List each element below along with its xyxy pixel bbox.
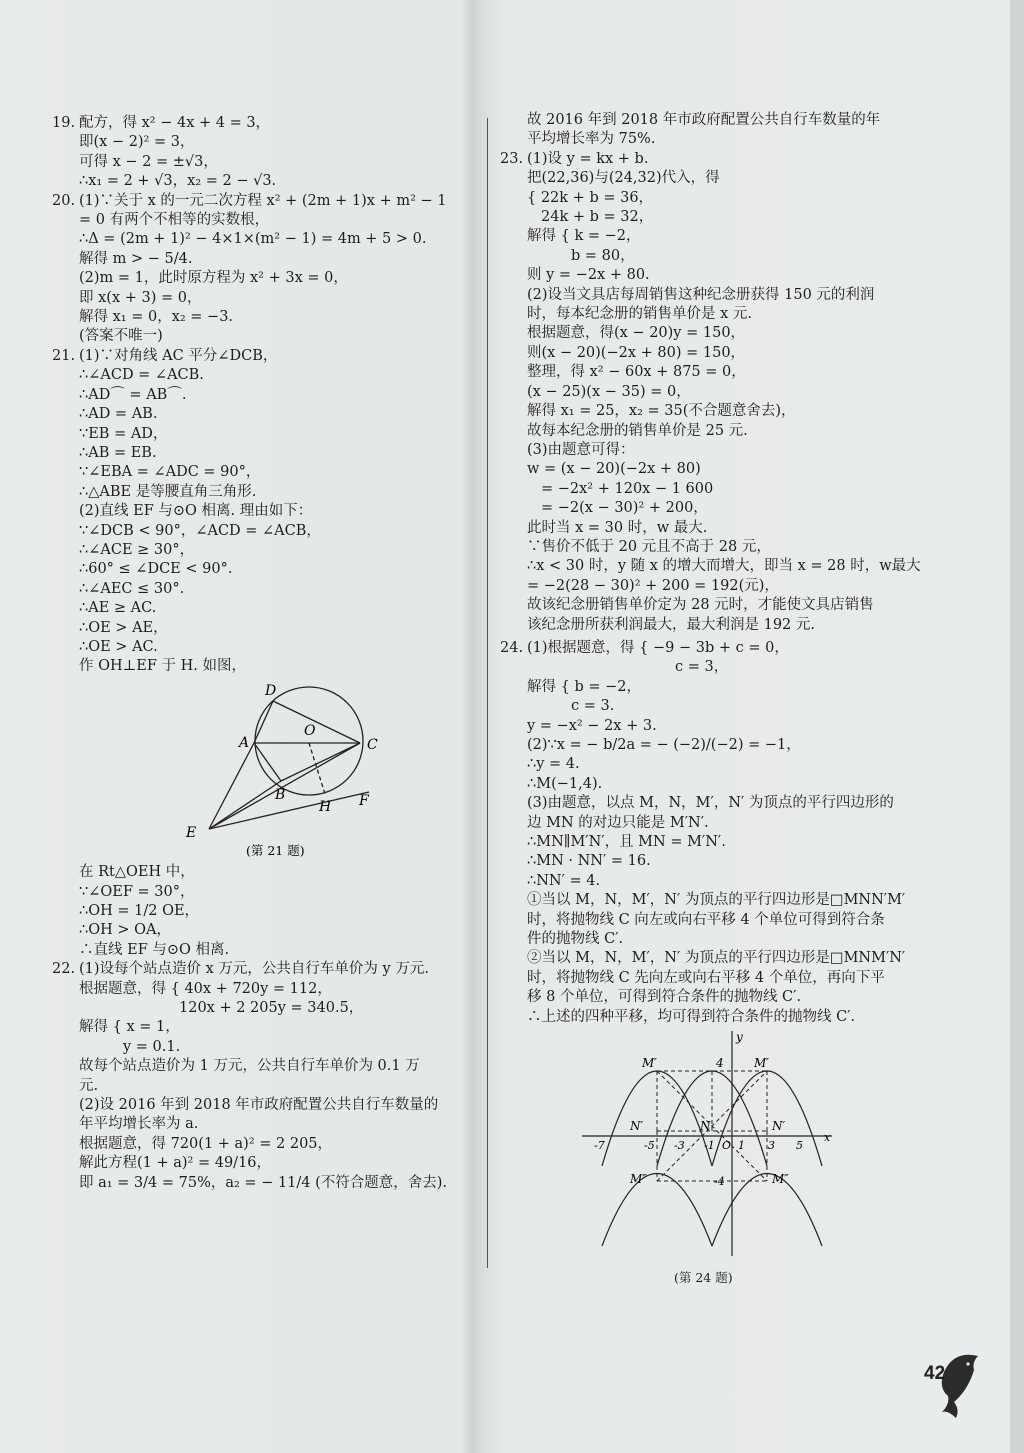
tick-label: 5 xyxy=(796,1139,803,1153)
figure-caption: (第 24 题) xyxy=(674,1269,733,1285)
answer-line: 解得 { b = −2， xyxy=(527,678,641,695)
answer-line: (x − 25)(x − 35) = 0， xyxy=(527,383,691,400)
answer-line: (1)根据题意，得 { −9 − 3b + c = 0， xyxy=(527,639,789,656)
answer-line: ∵∠EBA = ∠ADC = 90°， xyxy=(79,464,261,481)
tick-label: -3 xyxy=(674,1139,685,1153)
answer-line: 根据题意，得 { 40x + 720y = 112， xyxy=(79,980,332,997)
answer-line: 作 OH⊥EF 于 H. 如图， xyxy=(79,658,247,675)
point-label: C xyxy=(367,736,378,753)
answer-line: ∴x < 30 时，y 随 x 的增大而增大，即当 x = 28 时，w最大 xyxy=(527,558,921,575)
answer-line: (1)∵对角线 AC 平分∠DCB， xyxy=(79,347,278,364)
answer-line: (3)由题意，以点 M，N，M′，N′ 为顶点的平行四边形的 xyxy=(527,795,894,812)
answer-line: 时，每本纪念册的销售单价是 x 元. xyxy=(527,306,753,323)
point-label: N xyxy=(700,1119,711,1134)
parabola-graph xyxy=(582,1031,842,1261)
answer-line: ∴y = 4. xyxy=(527,756,580,773)
answer-line: 此时当 x = 30 时，w 最大. xyxy=(527,519,708,536)
answer-line: 时，将抛物线 C 向左或向右平移 4 个单位可得到符合条 xyxy=(527,911,885,928)
point-label: O xyxy=(304,722,316,739)
answer-line: 根据题意，得(x − 20)y = 150， xyxy=(527,325,746,342)
answer-line: ∴△ABE 是等腰直角三角形. xyxy=(79,483,257,500)
origin-label: O xyxy=(722,1139,732,1153)
answer-line: ∴MN∥M′N′，且 MN = M′N′. xyxy=(527,834,726,851)
answer-line: ∴∠AEC ≤ 30°. xyxy=(79,580,185,597)
answer-line: 故该纪念册销售单价定为 28 元时，才能使文具店销售 xyxy=(527,597,874,614)
tick-label: 1 xyxy=(738,1139,745,1153)
question-number: 21. xyxy=(52,347,76,364)
answer-line: (2)直线 EF 与⊙O 相离. 理由如下： xyxy=(79,503,313,520)
answer-line: 即 a₁ = 3/4 = 75%，a₂ = − 11/4 (不符合题意，舍去). xyxy=(79,1174,448,1191)
answer-line: ②当以 M，N，M′，N′ 为顶点的平行四边形是□MNM′N′ xyxy=(527,950,906,967)
answer-line: ∵EB = AD， xyxy=(79,425,168,442)
answer-line: ∴AB = EB. xyxy=(79,444,157,461)
point-label: M″ xyxy=(772,1172,789,1187)
point-label: M′ xyxy=(642,1056,658,1071)
answer-line: 年平均增长率为 a. xyxy=(79,1116,199,1133)
answer-line: 可得 x − 2 = ±√3， xyxy=(79,153,218,170)
answer-line: ∴M(−1,4). xyxy=(527,775,603,792)
answer-line: ∴AD⌒ = AB⌒. xyxy=(79,386,187,403)
answer-line: b = 80， xyxy=(571,247,635,264)
answer-line: (答案不唯一) xyxy=(79,328,163,345)
question-number: 19. xyxy=(52,115,76,131)
answer-line: ∴OE > AE， xyxy=(79,619,168,636)
answer-line: ∴Δ = (2m + 1)² − 4×1×(m² − 1) = 4m + 5 > 0. xyxy=(79,231,427,248)
answer-line: ∵∠OEF = 30°， xyxy=(79,883,195,900)
answer-line: 故每个站点造价为 1 万元，公共自行车单价为 0.1 万 xyxy=(79,1058,420,1075)
answer-line: (2)设 2016 年到 2018 年市政府配置公共自行车数量的 xyxy=(79,1097,439,1114)
point-label: D xyxy=(265,682,277,699)
answer-line: 解得 { k = −2， xyxy=(527,228,641,245)
answer-line: ∴OE > AC. xyxy=(79,638,158,655)
answer-line: (2)∵x = − b/2a = − (−2)/(−2) = −1， xyxy=(527,737,801,753)
answer-line: 解此方程(1 + a)² = 49/16， xyxy=(79,1155,272,1172)
answer-line: w = (x − 20)(−2x + 80) xyxy=(527,461,701,478)
question-number: 23. xyxy=(500,150,524,167)
answer-line: ∴60° ≤ ∠DCE < 90°. xyxy=(79,561,233,578)
axis-label: x xyxy=(824,1131,831,1145)
answer-line: (1)设每个站点造价 x 万元，公共自行车单价为 y 万元. xyxy=(79,961,429,978)
answer-line: 时，将抛物线 C 先向左或向右平移 4 个单位，再向下平 xyxy=(527,969,885,986)
answer-line: 解得 m > − 5/4. xyxy=(79,250,193,267)
geometry-diagram xyxy=(79,677,399,857)
answer-line: ∴AD = AB. xyxy=(79,406,158,423)
point-label: E xyxy=(186,824,197,841)
page-number: 42 xyxy=(924,1363,946,1384)
answer-line: 故 2016 年到 2018 年市政府配置公共自行车数量的年 xyxy=(527,112,881,128)
point-label: F xyxy=(359,792,369,809)
point-label: M″ xyxy=(630,1172,647,1187)
answer-line: (2)m = 1，此时原方程为 x² + 3x = 0， xyxy=(79,270,348,287)
answer-line: 解得 x₁ = 0，x₂ = −3. xyxy=(79,309,234,326)
answer-line: ①当以 M，N，M′，N′ 为顶点的平行四边形是□MNN′M′ xyxy=(527,892,906,909)
answer-line: ∴∠ACE ≥ 30°， xyxy=(79,541,195,558)
question-24 xyxy=(500,639,940,1027)
page-edge xyxy=(1010,0,1024,1453)
answer-line: 则 y = −2x + 80. xyxy=(527,267,650,284)
question-number: 24. xyxy=(500,639,524,656)
question-20 xyxy=(52,192,482,347)
tick-label: -1 xyxy=(704,1139,715,1153)
axis-label: y xyxy=(736,1031,743,1045)
answer-line: ∴MN · NN′ = 16. xyxy=(527,853,651,870)
question-23 xyxy=(500,150,940,635)
answer-line: 整理，得 x² − 60x + 875 = 0， xyxy=(527,364,746,381)
answer-line: 120x + 2 205y = 340.5， xyxy=(179,1000,364,1017)
figure-24 xyxy=(582,1031,940,1287)
left-column xyxy=(52,114,482,1193)
point-label: A xyxy=(239,734,250,751)
question-21 xyxy=(52,347,482,960)
answer-line: = −2(28 − 30)² + 200 = 192(元)， xyxy=(527,577,779,594)
question-19 xyxy=(52,114,482,192)
answer-line: 件的抛物线 C′. xyxy=(527,931,624,948)
tick-label: 3 xyxy=(768,1139,775,1153)
answer-line: 解得 { x = 1， xyxy=(79,1019,180,1036)
question-22 xyxy=(52,960,482,1193)
answer-line: c = 3， xyxy=(675,659,729,676)
answer-line: (1)设 y = kx + b. xyxy=(527,150,649,167)
tick-label: -4 xyxy=(714,1175,725,1189)
answer-line: ∴x₁ = 2 + √3，x₂ = 2 − √3. xyxy=(79,173,277,190)
answer-line: 配方，得 x² − 4x + 4 = 3， xyxy=(79,115,271,131)
answer-line: ∴NN′ = 4. xyxy=(527,872,601,889)
answer-line: ∴∠ACD = ∠ACB. xyxy=(79,367,204,384)
figure-caption: (第 21 题) xyxy=(246,842,305,857)
answer-line: ∵∠DCB < 90°，∠ACD = ∠ACB， xyxy=(79,522,321,539)
answer-line: = 0 有两个不相等的实数根， xyxy=(79,212,270,229)
answer-line: 则(x − 20)(−2x + 80) = 150， xyxy=(527,344,746,361)
answer-line: 即 x(x + 3) = 0， xyxy=(79,289,202,306)
point-label: N′ xyxy=(772,1119,786,1134)
answer-line: (2)设当文具店每周销售这种纪念册获得 150 元的利润 xyxy=(527,286,875,303)
point-label: B xyxy=(275,786,286,803)
answer-line: 移 8 个单位，可得到符合条件的抛物线 C′. xyxy=(527,989,802,1006)
answer-line: ∴OH > OA， xyxy=(79,922,171,939)
answer-line: 根据题意，得 720(1 + a)² = 2 205， xyxy=(79,1135,333,1152)
answer-line: = −2x² + 120x − 1 600 xyxy=(541,480,714,497)
question-number: 20. xyxy=(52,192,76,209)
answer-line: 即(x − 2)² = 3， xyxy=(79,134,195,151)
point-label: N′ xyxy=(630,1119,644,1134)
answer-line: ∴直线 EF 与⊙O 相离. xyxy=(79,941,230,958)
answer-line: ∴上述的四种平移，均可得到符合条件的抛物线 C′. xyxy=(527,1008,856,1025)
answer-line: 把(22,36)与(24,32)代入，得 xyxy=(527,170,720,187)
question-number: 22. xyxy=(52,961,76,978)
tick-label: -5 xyxy=(644,1139,655,1153)
point-label: M′ xyxy=(754,1056,770,1071)
answer-line: = −2(x − 30)² + 200， xyxy=(541,500,708,517)
answer-line: 24k + b = 32， xyxy=(541,209,654,226)
right-column xyxy=(500,111,940,1287)
answer-line: 平均增长率为 75%. xyxy=(527,131,656,148)
answer-line: y = −x² − 2x + 3. xyxy=(527,717,657,734)
answer-line: ∴AE ≥ AC. xyxy=(79,600,157,617)
answer-line: { 22k + b = 36， xyxy=(527,189,654,206)
answer-line: 元. xyxy=(79,1077,99,1094)
point-label: H xyxy=(319,798,332,815)
answer-line: y = 0.1. xyxy=(123,1038,181,1055)
tick-label: 4 xyxy=(716,1056,724,1071)
column-divider xyxy=(487,118,488,1268)
answer-line: ∴OH = 1/2 OE， xyxy=(79,903,200,919)
tick-label: -7 xyxy=(594,1139,605,1153)
answer-line: (1)∵关于 x 的一元二次方程 x² + (2m + 1)x + m² − 1 xyxy=(79,192,447,209)
figure-21 xyxy=(79,677,399,863)
answer-line: (3)由题意可得： xyxy=(527,441,635,458)
answer-line: 边 MN 的对边只能是 M′N′. xyxy=(527,814,709,831)
answer-line: c = 3. xyxy=(571,698,615,715)
answer-line: 在 Rt△OEH 中， xyxy=(79,864,195,881)
answer-line: 该纪念册所获利润最大，最大利润是 192 元. xyxy=(527,616,816,633)
answer-line: 故每本纪念册的销售单价是 25 元. xyxy=(527,422,748,439)
answer-line: 解得 x₁ = 25，x₂ = 35(不合题意舍去)， xyxy=(527,403,796,420)
answer-line: ∵售价不低于 20 元且不高于 28 元， xyxy=(527,538,771,555)
